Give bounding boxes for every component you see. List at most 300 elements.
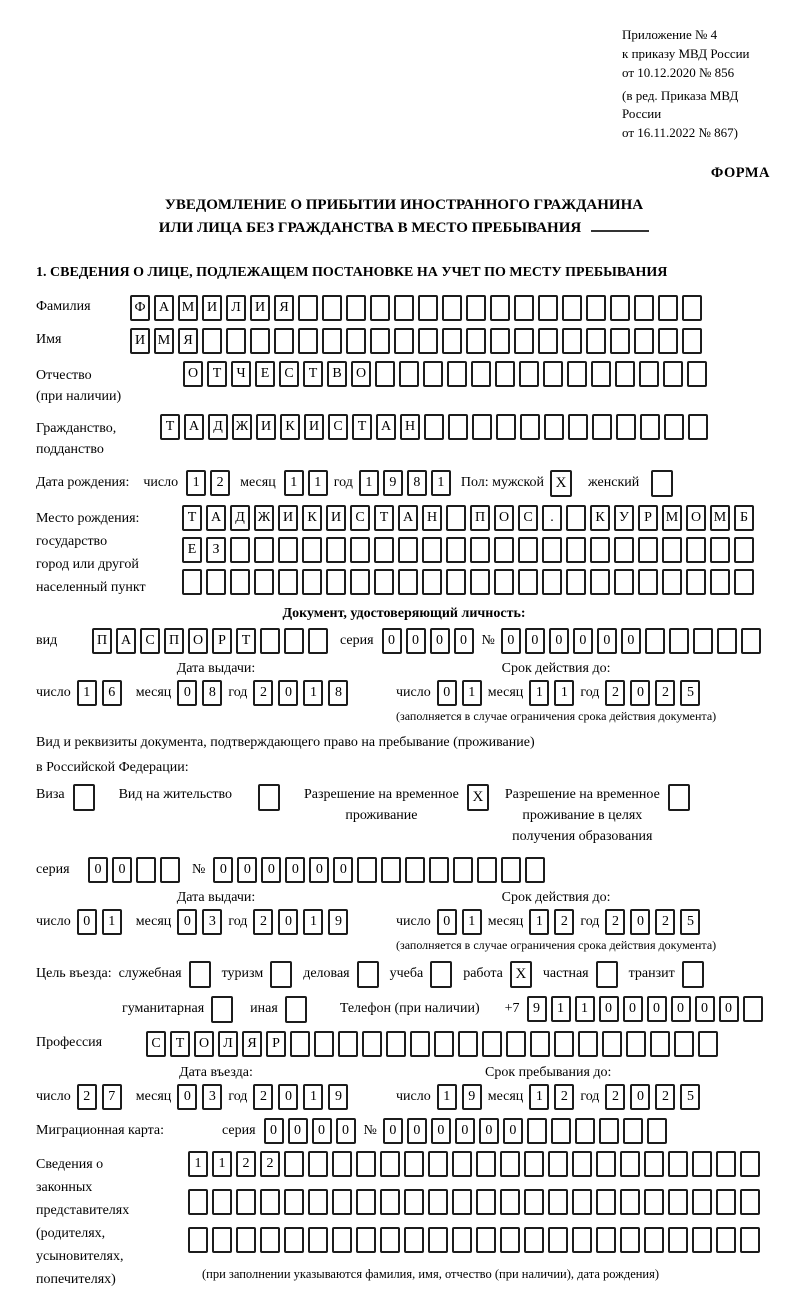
char-box[interactable]: 2 bbox=[655, 1084, 675, 1110]
char-box[interactable]: И bbox=[278, 505, 298, 531]
char-box[interactable] bbox=[398, 569, 418, 595]
purpose-other-checkbox[interactable] bbox=[285, 996, 307, 1023]
char-box[interactable] bbox=[260, 628, 280, 654]
char-box[interactable]: 1 bbox=[212, 1151, 232, 1177]
char-box[interactable] bbox=[230, 537, 250, 563]
char-box[interactable]: 1 bbox=[102, 909, 122, 935]
char-box[interactable] bbox=[524, 1227, 544, 1253]
char-box[interactable] bbox=[380, 1151, 400, 1177]
char-box[interactable]: О bbox=[183, 361, 203, 387]
char-box[interactable]: О bbox=[686, 505, 706, 531]
char-box[interactable] bbox=[394, 328, 414, 354]
temp-residence-checkbox[interactable]: X bbox=[467, 784, 489, 811]
char-box[interactable] bbox=[562, 328, 582, 354]
char-box[interactable] bbox=[357, 857, 377, 883]
char-box[interactable] bbox=[610, 328, 630, 354]
char-box[interactable] bbox=[160, 857, 180, 883]
char-box[interactable] bbox=[592, 414, 612, 440]
char-box[interactable]: Т bbox=[170, 1031, 190, 1057]
char-box[interactable]: О bbox=[194, 1031, 214, 1057]
char-box[interactable] bbox=[428, 1151, 448, 1177]
char-box[interactable] bbox=[551, 1118, 571, 1144]
char-box[interactable]: 0 bbox=[437, 680, 457, 706]
char-box[interactable] bbox=[568, 414, 588, 440]
char-box[interactable]: 0 bbox=[437, 909, 457, 935]
char-box[interactable] bbox=[506, 1031, 526, 1057]
char-box[interactable] bbox=[308, 1151, 328, 1177]
char-box[interactable] bbox=[422, 569, 442, 595]
char-box[interactable]: 0 bbox=[177, 909, 197, 935]
char-box[interactable] bbox=[698, 1031, 718, 1057]
char-box[interactable]: А bbox=[154, 295, 174, 321]
char-box[interactable] bbox=[693, 628, 713, 654]
char-box[interactable] bbox=[380, 1227, 400, 1253]
char-box[interactable]: И bbox=[250, 295, 270, 321]
char-box[interactable]: 0 bbox=[213, 857, 233, 883]
char-box[interactable] bbox=[658, 295, 678, 321]
char-box[interactable] bbox=[501, 857, 521, 883]
char-box[interactable] bbox=[518, 569, 538, 595]
char-box[interactable] bbox=[599, 1118, 619, 1144]
char-box[interactable]: С bbox=[279, 361, 299, 387]
char-box[interactable]: К bbox=[302, 505, 322, 531]
char-box[interactable] bbox=[404, 1189, 424, 1215]
char-box[interactable] bbox=[476, 1151, 496, 1177]
char-box[interactable]: 1 bbox=[303, 1084, 323, 1110]
char-box[interactable]: 1 bbox=[431, 470, 451, 496]
char-box[interactable] bbox=[548, 1151, 568, 1177]
char-box[interactable] bbox=[380, 1189, 400, 1215]
char-box[interactable]: 1 bbox=[437, 1084, 457, 1110]
char-box[interactable]: 2 bbox=[605, 680, 625, 706]
char-box[interactable]: С bbox=[328, 414, 348, 440]
char-box[interactable]: 2 bbox=[605, 1084, 625, 1110]
char-box[interactable]: 2 bbox=[554, 909, 574, 935]
char-box[interactable] bbox=[662, 537, 682, 563]
char-box[interactable]: 9 bbox=[527, 996, 547, 1022]
char-box[interactable]: И bbox=[256, 414, 276, 440]
char-box[interactable] bbox=[424, 414, 444, 440]
char-box[interactable] bbox=[566, 505, 586, 531]
char-box[interactable] bbox=[418, 295, 438, 321]
char-box[interactable] bbox=[322, 295, 342, 321]
char-box[interactable]: 7 bbox=[102, 1084, 122, 1110]
char-box[interactable]: 0 bbox=[454, 628, 474, 654]
char-box[interactable]: К bbox=[280, 414, 300, 440]
char-box[interactable]: 0 bbox=[382, 628, 402, 654]
char-box[interactable] bbox=[634, 328, 654, 354]
char-box[interactable] bbox=[350, 569, 370, 595]
char-box[interactable] bbox=[740, 1151, 760, 1177]
char-box[interactable] bbox=[466, 328, 486, 354]
char-box[interactable] bbox=[734, 537, 754, 563]
char-box[interactable] bbox=[284, 1189, 304, 1215]
char-box[interactable] bbox=[496, 414, 516, 440]
gender-female-checkbox[interactable] bbox=[651, 470, 673, 497]
char-box[interactable]: М bbox=[662, 505, 682, 531]
char-box[interactable] bbox=[230, 569, 250, 595]
char-box[interactable] bbox=[356, 1151, 376, 1177]
char-box[interactable] bbox=[470, 537, 490, 563]
char-box[interactable]: 5 bbox=[680, 1084, 700, 1110]
char-box[interactable] bbox=[741, 628, 761, 654]
char-box[interactable] bbox=[710, 537, 730, 563]
char-box[interactable]: А bbox=[398, 505, 418, 531]
char-box[interactable] bbox=[226, 328, 246, 354]
gender-male-checkbox[interactable]: X bbox=[550, 470, 572, 497]
char-box[interactable]: 1 bbox=[303, 680, 323, 706]
char-box[interactable] bbox=[446, 569, 466, 595]
char-box[interactable]: 8 bbox=[202, 680, 222, 706]
char-box[interactable]: С bbox=[140, 628, 160, 654]
title-blank-underline[interactable] bbox=[591, 218, 649, 232]
char-box[interactable] bbox=[346, 328, 366, 354]
char-box[interactable]: 0 bbox=[278, 680, 298, 706]
char-box[interactable] bbox=[374, 569, 394, 595]
char-box[interactable] bbox=[734, 569, 754, 595]
char-box[interactable]: 0 bbox=[599, 996, 619, 1022]
purpose-study-checkbox[interactable] bbox=[430, 961, 452, 988]
char-box[interactable] bbox=[356, 1227, 376, 1253]
char-box[interactable] bbox=[530, 1031, 550, 1057]
char-box[interactable] bbox=[308, 628, 328, 654]
char-box[interactable] bbox=[572, 1189, 592, 1215]
char-box[interactable] bbox=[250, 328, 270, 354]
char-box[interactable] bbox=[615, 361, 635, 387]
char-box[interactable] bbox=[500, 1151, 520, 1177]
char-box[interactable]: И bbox=[130, 328, 150, 354]
purpose-business-checkbox[interactable] bbox=[357, 961, 379, 988]
char-box[interactable] bbox=[620, 1189, 640, 1215]
char-box[interactable]: Т bbox=[236, 628, 256, 654]
char-box[interactable] bbox=[644, 1151, 664, 1177]
char-box[interactable]: 0 bbox=[719, 996, 739, 1022]
char-box[interactable] bbox=[668, 1189, 688, 1215]
char-box[interactable] bbox=[278, 537, 298, 563]
char-box[interactable] bbox=[326, 537, 346, 563]
char-box[interactable] bbox=[278, 569, 298, 595]
char-box[interactable] bbox=[638, 537, 658, 563]
char-box[interactable]: 5 bbox=[680, 680, 700, 706]
char-box[interactable]: 0 bbox=[479, 1118, 499, 1144]
char-box[interactable] bbox=[332, 1227, 352, 1253]
char-box[interactable]: 0 bbox=[336, 1118, 356, 1144]
char-box[interactable] bbox=[429, 857, 449, 883]
char-box[interactable] bbox=[314, 1031, 334, 1057]
char-box[interactable] bbox=[212, 1189, 232, 1215]
char-box[interactable]: 1 bbox=[575, 996, 595, 1022]
char-box[interactable] bbox=[716, 1189, 736, 1215]
char-box[interactable] bbox=[423, 361, 443, 387]
char-box[interactable] bbox=[596, 1227, 616, 1253]
char-box[interactable] bbox=[332, 1151, 352, 1177]
char-box[interactable] bbox=[274, 328, 294, 354]
char-box[interactable] bbox=[350, 537, 370, 563]
char-box[interactable]: Л bbox=[226, 295, 246, 321]
char-box[interactable] bbox=[578, 1031, 598, 1057]
char-box[interactable]: 0 bbox=[278, 909, 298, 935]
char-box[interactable] bbox=[662, 569, 682, 595]
char-box[interactable] bbox=[500, 1227, 520, 1253]
char-box[interactable] bbox=[575, 1118, 595, 1144]
char-box[interactable] bbox=[308, 1189, 328, 1215]
char-box[interactable]: Л bbox=[218, 1031, 238, 1057]
char-box[interactable] bbox=[591, 361, 611, 387]
char-box[interactable]: 0 bbox=[573, 628, 593, 654]
char-box[interactable] bbox=[518, 537, 538, 563]
char-box[interactable] bbox=[614, 537, 634, 563]
char-box[interactable]: 1 bbox=[77, 680, 97, 706]
char-box[interactable]: Я bbox=[274, 295, 294, 321]
char-box[interactable]: 1 bbox=[462, 680, 482, 706]
char-box[interactable] bbox=[626, 1031, 646, 1057]
char-box[interactable] bbox=[448, 414, 468, 440]
char-box[interactable] bbox=[645, 628, 665, 654]
char-box[interactable]: 9 bbox=[328, 909, 348, 935]
char-box[interactable] bbox=[338, 1031, 358, 1057]
char-box[interactable] bbox=[623, 1118, 643, 1144]
char-box[interactable] bbox=[716, 1151, 736, 1177]
char-box[interactable]: 0 bbox=[383, 1118, 403, 1144]
char-box[interactable] bbox=[298, 295, 318, 321]
char-box[interactable] bbox=[562, 295, 582, 321]
char-box[interactable]: 0 bbox=[288, 1118, 308, 1144]
char-box[interactable] bbox=[410, 1031, 430, 1057]
char-box[interactable] bbox=[686, 537, 706, 563]
char-box[interactable]: 0 bbox=[407, 1118, 427, 1144]
char-box[interactable]: 2 bbox=[554, 1084, 574, 1110]
char-box[interactable]: 1 bbox=[529, 909, 549, 935]
char-box[interactable] bbox=[610, 295, 630, 321]
char-box[interactable] bbox=[548, 1189, 568, 1215]
char-box[interactable] bbox=[586, 328, 606, 354]
char-box[interactable] bbox=[688, 414, 708, 440]
char-box[interactable] bbox=[596, 1151, 616, 1177]
char-box[interactable]: Я bbox=[242, 1031, 262, 1057]
char-box[interactable]: Т bbox=[182, 505, 202, 531]
char-box[interactable]: Ж bbox=[254, 505, 274, 531]
char-box[interactable] bbox=[446, 537, 466, 563]
char-box[interactable]: 1 bbox=[462, 909, 482, 935]
char-box[interactable] bbox=[290, 1031, 310, 1057]
char-box[interactable] bbox=[590, 569, 610, 595]
purpose-private-checkbox[interactable] bbox=[596, 961, 618, 988]
char-box[interactable] bbox=[370, 328, 390, 354]
char-box[interactable] bbox=[548, 1227, 568, 1253]
char-box[interactable] bbox=[527, 1118, 547, 1144]
char-box[interactable]: М bbox=[710, 505, 730, 531]
char-box[interactable] bbox=[394, 295, 414, 321]
char-box[interactable] bbox=[743, 996, 763, 1022]
char-box[interactable] bbox=[298, 328, 318, 354]
char-box[interactable] bbox=[284, 1227, 304, 1253]
char-box[interactable] bbox=[717, 628, 737, 654]
char-box[interactable]: И bbox=[202, 295, 222, 321]
char-box[interactable] bbox=[386, 1031, 406, 1057]
char-box[interactable] bbox=[446, 505, 466, 531]
char-box[interactable]: 2 bbox=[605, 909, 625, 935]
char-box[interactable] bbox=[524, 1151, 544, 1177]
char-box[interactable] bbox=[326, 569, 346, 595]
char-box[interactable] bbox=[682, 328, 702, 354]
char-box[interactable] bbox=[476, 1189, 496, 1215]
char-box[interactable] bbox=[644, 1189, 664, 1215]
char-box[interactable]: 1 bbox=[529, 680, 549, 706]
char-box[interactable] bbox=[452, 1189, 472, 1215]
char-box[interactable]: 0 bbox=[503, 1118, 523, 1144]
char-box[interactable] bbox=[640, 414, 660, 440]
char-box[interactable] bbox=[620, 1151, 640, 1177]
char-box[interactable] bbox=[638, 569, 658, 595]
temp-residence-edu-checkbox[interactable] bbox=[668, 784, 690, 811]
char-box[interactable] bbox=[710, 569, 730, 595]
char-box[interactable]: Т bbox=[160, 414, 180, 440]
char-box[interactable] bbox=[418, 328, 438, 354]
char-box[interactable]: 8 bbox=[328, 680, 348, 706]
char-box[interactable] bbox=[494, 537, 514, 563]
char-box[interactable] bbox=[668, 1227, 688, 1253]
char-box[interactable] bbox=[302, 569, 322, 595]
char-box[interactable] bbox=[236, 1189, 256, 1215]
char-box[interactable] bbox=[572, 1227, 592, 1253]
char-box[interactable] bbox=[520, 414, 540, 440]
char-box[interactable]: 2 bbox=[236, 1151, 256, 1177]
char-box[interactable] bbox=[524, 1189, 544, 1215]
char-box[interactable]: Б bbox=[734, 505, 754, 531]
char-box[interactable] bbox=[375, 361, 395, 387]
char-box[interactable] bbox=[543, 361, 563, 387]
char-box[interactable]: 6 bbox=[102, 680, 122, 706]
char-box[interactable]: О bbox=[188, 628, 208, 654]
char-box[interactable] bbox=[477, 857, 497, 883]
char-box[interactable]: П bbox=[164, 628, 184, 654]
residence-permit-checkbox[interactable] bbox=[258, 784, 280, 811]
char-box[interactable]: 9 bbox=[328, 1084, 348, 1110]
char-box[interactable]: 3 bbox=[202, 909, 222, 935]
char-box[interactable]: 0 bbox=[630, 909, 650, 935]
char-box[interactable] bbox=[664, 414, 684, 440]
char-box[interactable]: П bbox=[470, 505, 490, 531]
char-box[interactable] bbox=[254, 537, 274, 563]
char-box[interactable] bbox=[322, 328, 342, 354]
char-box[interactable] bbox=[370, 295, 390, 321]
char-box[interactable]: Н bbox=[400, 414, 420, 440]
char-box[interactable] bbox=[538, 328, 558, 354]
char-box[interactable] bbox=[490, 295, 510, 321]
char-box[interactable]: У bbox=[614, 505, 634, 531]
char-box[interactable]: А bbox=[116, 628, 136, 654]
char-box[interactable] bbox=[405, 857, 425, 883]
char-box[interactable]: 0 bbox=[630, 680, 650, 706]
char-box[interactable]: 0 bbox=[431, 1118, 451, 1144]
char-box[interactable] bbox=[458, 1031, 478, 1057]
char-box[interactable]: Р bbox=[266, 1031, 286, 1057]
char-box[interactable]: 0 bbox=[671, 996, 691, 1022]
char-box[interactable] bbox=[356, 1189, 376, 1215]
char-box[interactable]: 1 bbox=[284, 470, 304, 496]
char-box[interactable]: Д bbox=[208, 414, 228, 440]
char-box[interactable] bbox=[514, 328, 534, 354]
char-box[interactable] bbox=[447, 361, 467, 387]
purpose-tourism-checkbox[interactable] bbox=[270, 961, 292, 988]
char-box[interactable] bbox=[566, 537, 586, 563]
char-box[interactable] bbox=[442, 295, 462, 321]
char-box[interactable]: 2 bbox=[260, 1151, 280, 1177]
char-box[interactable]: . bbox=[542, 505, 562, 531]
char-box[interactable]: 1 bbox=[308, 470, 328, 496]
char-box[interactable] bbox=[542, 569, 562, 595]
char-box[interactable] bbox=[452, 1151, 472, 1177]
char-box[interactable]: Т bbox=[303, 361, 323, 387]
char-box[interactable] bbox=[398, 537, 418, 563]
char-box[interactable] bbox=[236, 1227, 256, 1253]
char-box[interactable] bbox=[602, 1031, 622, 1057]
char-box[interactable]: 0 bbox=[88, 857, 108, 883]
char-box[interactable] bbox=[590, 537, 610, 563]
char-box[interactable]: Ж bbox=[232, 414, 252, 440]
char-box[interactable]: Ч bbox=[231, 361, 251, 387]
char-box[interactable]: В bbox=[327, 361, 347, 387]
char-box[interactable]: 1 bbox=[554, 680, 574, 706]
char-box[interactable] bbox=[740, 1227, 760, 1253]
char-box[interactable] bbox=[519, 361, 539, 387]
char-box[interactable] bbox=[663, 361, 683, 387]
char-box[interactable]: Ф bbox=[130, 295, 150, 321]
char-box[interactable]: 5 bbox=[680, 909, 700, 935]
char-box[interactable] bbox=[254, 569, 274, 595]
char-box[interactable]: 3 bbox=[202, 1084, 222, 1110]
char-box[interactable] bbox=[381, 857, 401, 883]
char-box[interactable] bbox=[514, 295, 534, 321]
char-box[interactable] bbox=[302, 537, 322, 563]
char-box[interactable] bbox=[206, 569, 226, 595]
char-box[interactable] bbox=[136, 857, 156, 883]
char-box[interactable] bbox=[404, 1227, 424, 1253]
char-box[interactable] bbox=[566, 569, 586, 595]
char-box[interactable]: 0 bbox=[312, 1118, 332, 1144]
char-box[interactable] bbox=[669, 628, 689, 654]
char-box[interactable]: А bbox=[376, 414, 396, 440]
char-box[interactable] bbox=[572, 1151, 592, 1177]
char-box[interactable] bbox=[332, 1189, 352, 1215]
char-box[interactable] bbox=[616, 414, 636, 440]
char-box[interactable] bbox=[470, 569, 490, 595]
char-box[interactable]: 0 bbox=[549, 628, 569, 654]
char-box[interactable] bbox=[538, 295, 558, 321]
char-box[interactable]: С bbox=[146, 1031, 166, 1057]
char-box[interactable] bbox=[495, 361, 515, 387]
char-box[interactable] bbox=[404, 1151, 424, 1177]
char-box[interactable]: Т bbox=[374, 505, 394, 531]
char-box[interactable]: 0 bbox=[309, 857, 329, 883]
char-box[interactable] bbox=[674, 1031, 694, 1057]
char-box[interactable] bbox=[476, 1227, 496, 1253]
char-box[interactable]: Р bbox=[212, 628, 232, 654]
char-box[interactable] bbox=[308, 1227, 328, 1253]
char-box[interactable] bbox=[362, 1031, 382, 1057]
char-box[interactable]: М bbox=[154, 328, 174, 354]
char-box[interactable] bbox=[647, 1118, 667, 1144]
char-box[interactable] bbox=[614, 569, 634, 595]
char-box[interactable]: Р bbox=[638, 505, 658, 531]
char-box[interactable]: 1 bbox=[551, 996, 571, 1022]
char-box[interactable]: 0 bbox=[112, 857, 132, 883]
char-box[interactable]: 0 bbox=[406, 628, 426, 654]
char-box[interactable]: 0 bbox=[623, 996, 643, 1022]
char-box[interactable]: 0 bbox=[501, 628, 521, 654]
purpose-transit-checkbox[interactable] bbox=[682, 961, 704, 988]
char-box[interactable]: 2 bbox=[253, 1084, 273, 1110]
